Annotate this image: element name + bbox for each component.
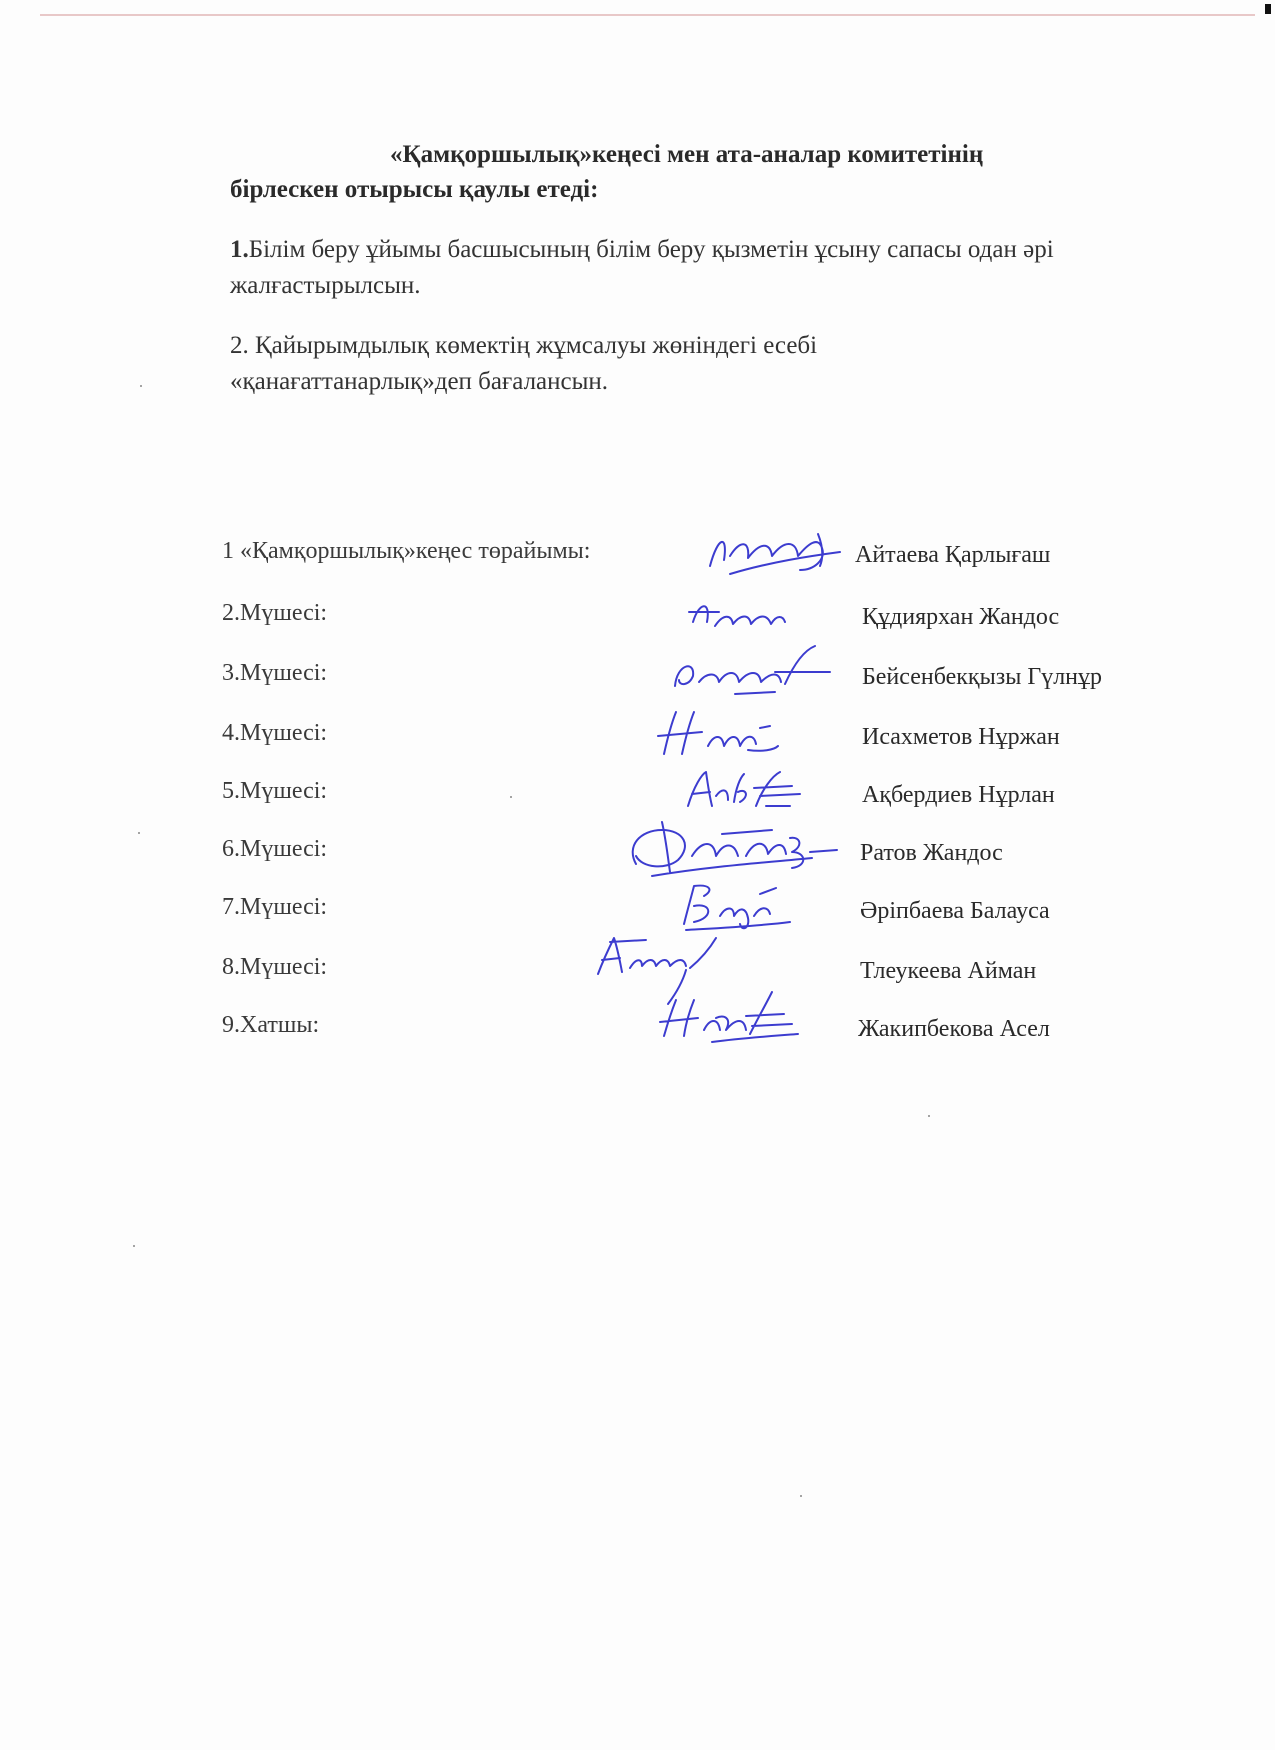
scan-speck [140, 385, 142, 387]
signature-icon [685, 592, 795, 642]
signature-name: Құдиярхан Жандос [862, 604, 1060, 630]
signature-role: 3.Мүшесі: [222, 660, 328, 686]
resolution-item-2-text-line-2: «қанағаттанарлық»деп бағалансын. [230, 368, 609, 395]
resolution-item-2 [230, 328, 1130, 400]
signature-name: Жакипбекова Асел [858, 1016, 1050, 1042]
signature-icon [665, 642, 835, 702]
signature-icon [652, 706, 792, 766]
scan-top-edge-line [40, 14, 1255, 16]
signature-row-secretary [0, 1004, 1275, 1054]
signature-row-member [0, 946, 1275, 996]
signature-role: 5.Мүшесі: [222, 778, 328, 804]
signature-name: Исахметов Нұржан [862, 724, 1060, 750]
resolution-item-1 [230, 232, 1220, 304]
signature-icon [652, 988, 802, 1058]
signature-role: 6.Мүшесі: [222, 836, 328, 862]
signature-name: Айтаева Қарлығаш [855, 542, 1051, 568]
signature-name: Тлеукеева Айман [860, 958, 1037, 984]
signature-icon [622, 816, 842, 886]
scan-speck [133, 1245, 135, 1247]
signature-row-member [0, 712, 1275, 762]
scan-speck [928, 1115, 930, 1117]
signature-icon [680, 766, 810, 821]
resolution-item-2-text-line-1: 2. Қайырымдылық көмектің жұмсалуы жөніндегі есебі [230, 332, 818, 359]
signature-name: Әріпбаева Балауса [860, 898, 1050, 924]
signature-icon [700, 526, 850, 586]
signature-role: 9.Хатшы: [222, 1012, 320, 1038]
signature-name: Ратов Жандос [860, 840, 1003, 866]
signature-role: 8.Мүшесі: [222, 954, 328, 980]
scan-corner-mark [1265, 4, 1271, 14]
signature-name: Ақбердиев Нұрлан [862, 782, 1055, 808]
resolution-item-1-number: 1. [230, 236, 249, 263]
signature-row-member [0, 652, 1275, 702]
signature-row-member [0, 770, 1275, 820]
resolution-item-1-text-line-2: жалғастырылсын. [230, 272, 421, 299]
signature-role: 4.Мүшесі: [222, 720, 328, 746]
signature-name: Бейсенбекқызы Гүлнұр [862, 664, 1103, 690]
scan-speck [800, 1495, 802, 1497]
signature-row-chair [0, 530, 1275, 580]
resolution-heading-line-2: бірлескен отырысы қаулы етеді: [230, 176, 599, 203]
resolution-heading-line-1: «Қамқоршылық»кеңесі мен ата-аналар комитетінің [390, 141, 984, 168]
signature-row-member [0, 592, 1275, 642]
resolution-item-1-text-line-1: Білім беру ұйымы басшысының білім беру қызметін ұсыну сапасы одан әрі [248, 236, 1054, 263]
signature-role: 1 «Қамқоршылық»кеңес төрайымы: [222, 538, 591, 564]
signature-role: 7.Мүшесі: [222, 894, 328, 920]
signature-row-member [0, 828, 1275, 878]
signature-role: 2.Мүшесі: [222, 600, 328, 626]
